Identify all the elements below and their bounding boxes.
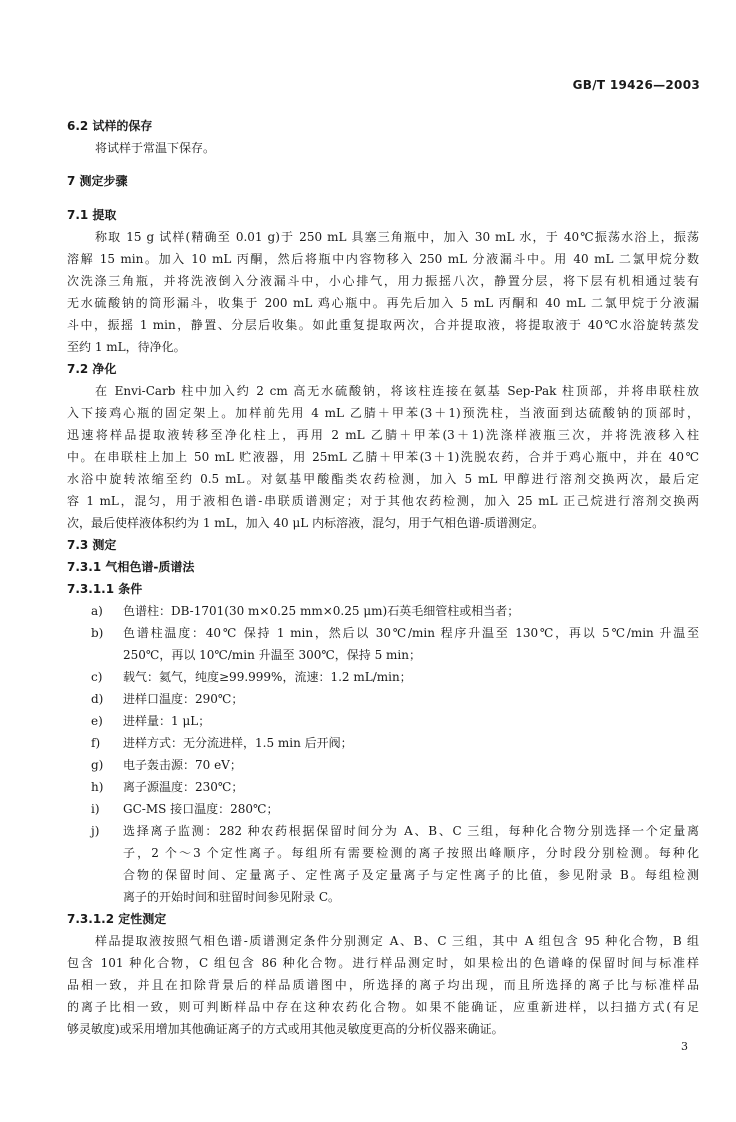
list-label: c) <box>91 670 103 684</box>
paragraph-line: 斗中，振摇 1 min，静置、分层后收集。如此重复提取两次，合并提取液，将提取液于 40℃水浴旋转蒸发 <box>67 318 699 332</box>
list-text: 色谱柱温度：40℃ 保持 1 min，然后以 30℃/min 程序升温至 130℃，再以 5℃/min 升温至 <box>123 626 699 640</box>
paragraph-line: 样品提取液按照气相色谱-质谱测定条件分别测定 A、B、C 三组，其中 A 组包含 95 种化合物，B 组 <box>95 934 699 948</box>
list-text: 进样量：1 μL； <box>123 714 211 728</box>
list-item <box>91 754 242 776</box>
list-item <box>91 688 243 710</box>
list-text: 选择离子监测：282 种农药根据保留时间分为 A、B、C 三组，每种化合物分别选择一个定量离 <box>123 824 699 838</box>
paragraph-line: 溶解 15 min。加入 10 mL 丙酮，然后将瓶中内容物移入 250 mL 分液漏斗中。用 40 mL 二氯甲烷分数 <box>67 252 699 266</box>
paragraph-line: 称取 15 g 试样(精确至 0.01 g)于 250 mL 具塞三角瓶中，加入 30 mL 水，于 40℃振荡水浴上，振荡 <box>95 230 699 244</box>
paragraph-line: 无水硫酸钠的筒形漏斗，收集于 200 mL 鸡心瓶中。再先后加入 5 mL 丙酮和 40 mL 二氯甲烷于分液漏 <box>67 296 699 310</box>
list-label: a) <box>91 604 103 618</box>
page-number: 3 <box>681 1040 688 1053</box>
list-label: h) <box>91 780 104 794</box>
section-7-1-heading: 7.1 提取 <box>67 208 117 222</box>
list-label: b) <box>91 626 104 640</box>
list-text: 进样口温度：290℃； <box>123 692 244 706</box>
list-text-continued: 子，2 个～3 个定性离子。每组所有需要检测的离子按照出峰顺序，分时段分别检测。每种化 <box>123 846 699 860</box>
section-6-2-heading: 6.2 试样的保存 <box>67 119 153 133</box>
section-7-3-heading: 7.3 测定 <box>67 538 117 552</box>
paragraph-line: 次洗涤三角瓶，并将洗液倒入分液漏斗中，小心排气，用力振摇八次，静置分层，将下层有机相通过装有 <box>67 274 699 288</box>
paragraph-line: 够灵敏度)或采用增加其他确证离子的方式或用其他灵敏度更高的分析仪器来确证。 <box>67 1022 504 1036</box>
section-7-heading: 7 测定步骤 <box>67 174 128 188</box>
list-item <box>91 622 699 644</box>
list-item <box>91 600 519 622</box>
list-text: GC-MS 接口温度：280℃； <box>123 802 279 816</box>
list-item <box>91 666 412 688</box>
list-text-continued: 合物的保留时间、定量离子、定性离子及定量离子与定性离子的比值，参见附录 B。每组检测 <box>123 868 699 882</box>
list-item <box>91 820 699 842</box>
list-text: 色谱柱：DB-1701(30 m×0.25 mm×0.25 μm)石英毛细管柱或相当者； <box>123 604 520 618</box>
section-7-3-1-2-heading: 7.3.1.2 定性测定 <box>67 912 167 926</box>
section-7-2-heading: 7.2 净化 <box>67 362 117 376</box>
list-label: i) <box>91 802 100 816</box>
paragraph-line: 在 Envi-Carb 柱中加入约 2 cm 高无水硫酸钠，将该柱连接在氨基 Sep-Pak 柱顶部，并将串联柱放 <box>95 384 699 398</box>
paragraph-line: 的离子比相一致，则可判断样品中存在这种农药化合物。如果不能确证，应重新进样，以扫描方式(有足 <box>67 1000 699 1014</box>
list-text-continued: 250℃，再以 10℃/min 升温至 300℃，保持 5 min； <box>123 648 421 662</box>
paragraph-line: 入下接鸡心瓶的固定架上。加样前先用 4 mL 乙腈＋甲苯(3＋1)预洗柱，当液面到达硫酸钠的顶部时， <box>67 406 699 420</box>
section-7-3-1-heading: 7.3.1 气相色谱-质谱法 <box>67 560 195 574</box>
list-label: d) <box>91 692 104 706</box>
list-item <box>91 710 210 732</box>
paragraph-line: 品相一致，并且在扣除背景后的样品质谱图中，所选择的离子均出现，而且所选择的离子比与标准样品 <box>67 978 699 992</box>
paragraph-line: 迅速将样品提取液转移至净化柱上，再用 2 mL 乙腈＋甲苯(3＋1)洗涤样液瓶三次，并将洗液移入柱 <box>67 428 699 442</box>
list-label: e) <box>91 714 103 728</box>
list-item <box>91 798 278 820</box>
paragraph-line: 次，最后使样液体积约为 1 mL，加入 40 μL 内标溶液，混匀，用于气相色谱-质谱测定。 <box>67 516 545 530</box>
list-text: 载气：氦气，纯度≥99.999%，流速：1.2 mL/min； <box>123 670 412 684</box>
list-label: j) <box>91 824 100 838</box>
list-label: f) <box>91 736 101 750</box>
paragraph-line: 水浴中旋转浓缩至约 0.5 mL。对氨基甲酸酯类农药检测，加入 5 mL 甲醇进行溶剂交换两次，最后定 <box>67 472 699 486</box>
list-text-continued: 离子的开始时间和驻留时间参见附录 C。 <box>123 890 340 904</box>
paragraph-line: 中。在串联柱上加上 50 mL 贮液器，用 25mL 乙腈＋甲苯(3＋1)洗脱农药，合并于鸡心瓶中，并在 40℃ <box>67 450 699 464</box>
paragraph-line: 容 1 mL，混匀，用于液相色谱-串联质谱测定；对于其他农药检测，加入 25 mL 正己烷进行溶剂交换两 <box>67 494 699 508</box>
list-text: 进样方式：无分流进样，1.5 min 后开阀； <box>123 736 353 750</box>
standard-code: GB/T 19426—2003 <box>572 78 700 92</box>
section-7-3-1-1-heading: 7.3.1.1 条件 <box>67 582 143 596</box>
list-text: 离子源温度：230℃； <box>123 780 244 794</box>
list-label: g) <box>91 758 104 772</box>
list-item <box>91 732 353 754</box>
section-6-2-text: 将试样于常温下保存。 <box>95 141 216 155</box>
paragraph-line: 至约 1 mL，待净化。 <box>67 340 186 354</box>
list-text: 电子轰击源：70 eV； <box>123 758 242 772</box>
paragraph-line: 包含 101 种化合物，C 组包含 86 种化合物。进行样品测定时，如果检出的色谱峰的保留时间与标准样 <box>67 956 699 970</box>
list-item <box>91 776 243 798</box>
